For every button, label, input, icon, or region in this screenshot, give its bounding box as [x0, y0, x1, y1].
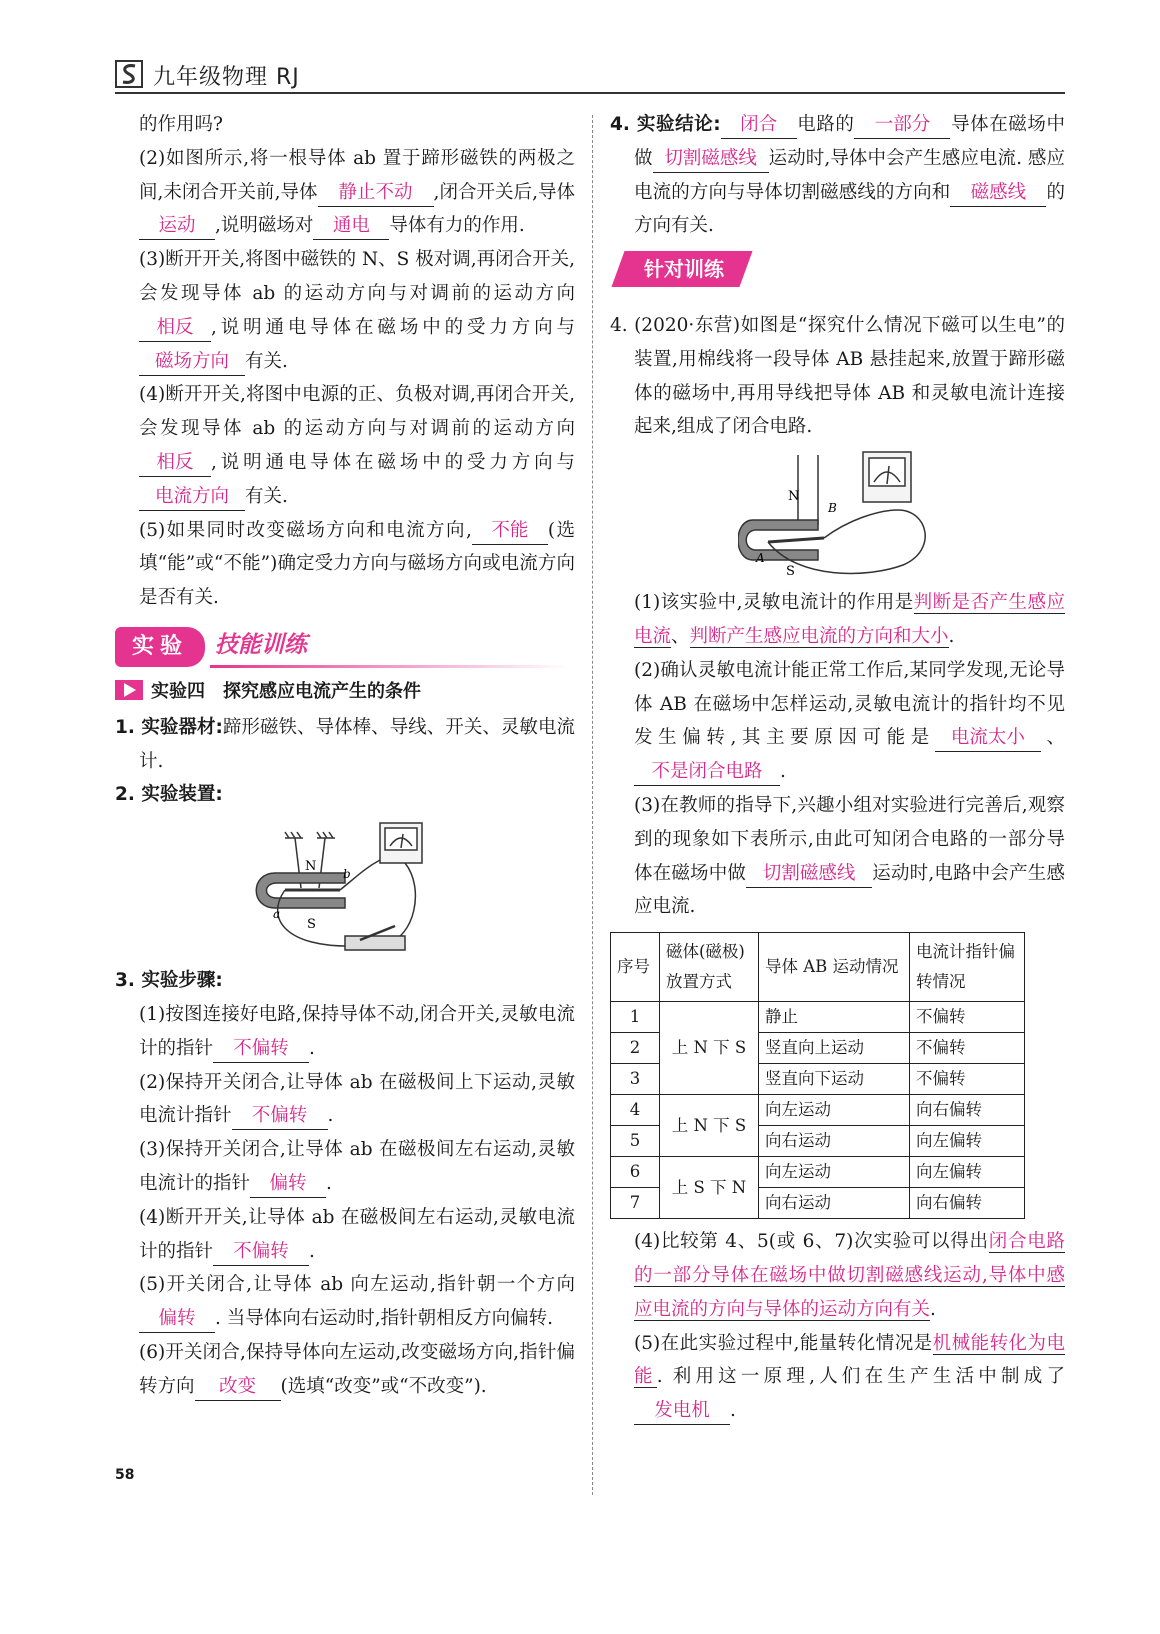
page-header [115, 58, 1065, 94]
table-row: 7 向右运动 向右偏转 [611, 1188, 1025, 1219]
column-header: 序号 [611, 933, 660, 1002]
answer-blank: 运动 [139, 213, 215, 240]
results-table [610, 932, 1025, 1219]
text-line: 的作用吗? [139, 114, 223, 135]
answer-blank: 闭合 [721, 112, 797, 139]
column-header: 导体 AB 运动情况 [759, 933, 910, 1002]
answer-blank: 偏转 [139, 1306, 215, 1333]
table-row: 2 竖直向上运动 不偏转 [611, 1033, 1025, 1064]
answer-blank: 不是闭合电路 [634, 759, 780, 786]
answer-blank: 不偏转 [213, 1239, 309, 1266]
procedure-6: (6)开关闭合,保持导体向左运动,改变磁场方向,指针偏转方向 改变 (选填“改变”或“不改变”). [115, 1336, 575, 1404]
table-row: 4 上 N 下 S 向左运动 向右偏转 [611, 1095, 1025, 1126]
answer-blank: 切割磁感线 [746, 861, 872, 888]
column-divider [592, 115, 593, 1495]
answer-blank: 不偏转 [232, 1103, 328, 1130]
procedure-3: (3)保持开关闭合,让导体 ab 在磁极间左右运动,灵敏电流计的指针 偏转 . [115, 1133, 575, 1201]
answer-blank: 磁场方向 [139, 349, 245, 376]
banner-tag: 实验 [115, 627, 205, 667]
end-label-a: a [273, 907, 281, 922]
play-icon [115, 680, 143, 700]
question-4: (4)断开开关,将图中电源的正、负极对调,再闭合开关,会发现导体 ab 的运动方向与对调前的运动方向相反 ,说明通电导体在磁场中的受力方向与电流方向 有关. [115, 378, 575, 513]
step-3: 3. 实验步骤: [115, 970, 223, 992]
procedure-5: (5)开关闭合,让导体 ab 向左运动,指针朝一个方向偏转 . 当导体向右运动时,指针朝相反方向偏转. [115, 1268, 575, 1336]
answer-blank: 判断是否产生 [913, 592, 1028, 614]
answer-blank: 改变 [195, 1374, 281, 1401]
answer-blank: 判断产生感应电流的方向和大小 [689, 625, 949, 647]
end-label-a: A [755, 551, 765, 566]
part-2: (2)确认灵敏电流计能正常工作后,某同学发现,无论导体 AB 在磁场中怎样运动,灵敏电流计的指针均不见发生偏转,其主要原因可能是 电流太小 、不是闭合电路 . [610, 654, 1065, 789]
answer-blank: 相反 [139, 450, 211, 477]
step-1: 1. 实验器材:蹄形磁铁、导体棒、导线、开关、灵敏电流计. [115, 716, 575, 772]
header-title: 九年级物理 RJ [153, 65, 300, 90]
table-row: 3 竖直向下运动 不偏转 [611, 1064, 1025, 1095]
procedure-2: (2)保持开关闭合,让导体 ab 在磁极间上下运动,灵敏电流计指针 不偏转 . [115, 1066, 575, 1134]
answer-blank: 不偏转 [213, 1036, 309, 1063]
answer-blank: 偏转 [250, 1171, 326, 1198]
column-header: 电流计指针偏转情况 [910, 933, 1025, 1002]
question-2: (2)如图所示,将一根导体 ab 置于蹄形磁铁的两极之间,未闭合开关前,导体 静止不动 ,闭合开关后,导体运动 ,说明磁场对 通电 导体有力的作用. [115, 142, 575, 243]
table-row: 1 上 N 下 S 静止 不偏转 [611, 1002, 1025, 1033]
answer-blank: 相反 [139, 315, 211, 342]
right-column [610, 108, 1065, 1428]
page-number: 58 [115, 1467, 135, 1483]
answer-blank: 发电机 [634, 1398, 730, 1425]
answer-blank: 不能 [472, 518, 548, 545]
magnet-arrangement: 上 S 下 N [660, 1157, 759, 1219]
end-label-b: b [343, 867, 351, 882]
part-3: (3)在教师的指导下,兴趣小组对实验进行完善后,观察到的现象如下表所示,由此可知闭合电路的一部分导体在磁场中做 切割磁感线 运动时,电路中会产生感应电流. [634, 794, 1065, 918]
answer-blank: 电流太小 [935, 725, 1041, 752]
problem-figure [738, 450, 938, 580]
question-5: (5)如果同时改变磁场方向和电流方向, 不能 (选填“能”或“不能”)确定受力方向与磁场方向或电流方向是否有关. [139, 519, 575, 609]
answer-blank: 机械能转化为电能 [634, 1332, 1065, 1388]
table-header-row [611, 933, 1025, 1002]
answer-blank: 切割磁感线 [653, 146, 769, 173]
section-banner [115, 625, 575, 671]
question-3: (3)断开开关,将图中磁铁的 N、S 极对调,再闭合开关,会发现导体 ab 的运动方向与对调前的运动方向相反 ,说明通电导体在磁场中的受力方向与磁场方向 有关. [115, 243, 575, 378]
part-1: (1)该实验中,灵敏电流计的作用是判断是否产生感应电流、判断产生感应电流的方向和大小. [634, 592, 1065, 647]
left-column [115, 108, 575, 1404]
part-4: (4)比较第 4、5(或 6、7)次实验可以得出闭合电路的一部分导体在磁场中做切割磁感线运动,导体中感应电流的方向与导体的运动方向有关. [634, 1231, 1065, 1320]
magnet-arrangement: 上 N 下 S [660, 1002, 759, 1095]
procedure-4: (4)断开开关,让导体 ab 在磁极间左右运动,灵敏电流计的指针 不偏转 . [115, 1201, 575, 1269]
experiment-title: 实验四 探究感应电流产生的条件 [115, 675, 575, 709]
banner-underline [210, 665, 570, 668]
table-row: 6 上 S 下 N 向左运动 向左偏转 [611, 1157, 1025, 1188]
column-header: 磁体(磁极)放置方式 [660, 933, 759, 1002]
banner-subtitle: 技能训练 [215, 631, 307, 658]
table-row: 5 向右运动 向左偏转 [611, 1126, 1025, 1157]
problem-4: 4. (2020·东营)如图是“探究什么情况下磁可以生电”的装置,用棉线将一段导体 AB 悬挂起来,放置于蹄形磁体的磁场中,再用导线把导体 AB 和灵敏电流计连接起来,组成了闭合电路. [610, 314, 1065, 438]
publisher-logo-icon [115, 60, 145, 88]
pole-label-n: N [305, 859, 317, 875]
answer-blank: 磁感线 [950, 180, 1046, 207]
answer-blank: 电流方向 [139, 484, 245, 511]
magnet-arrangement: 上 N 下 S [660, 1095, 759, 1157]
answer-blank: 通电 [313, 213, 389, 240]
conclusion: 4. 实验结论: 闭合 电路的 一部分 导体在磁场中做 切割磁感线 运动时,导体中会产生感应电流. 感应电流的方向与导体切割磁感线的方向和 磁感线 的方向有关. [610, 114, 1065, 237]
answer-blank: 感应电流 [634, 592, 1065, 647]
apparatus-figure [245, 818, 445, 958]
training-tag: 针对训练 [610, 249, 760, 289]
pole-label-n: N [787, 489, 799, 505]
pole-label-s: S [785, 564, 795, 580]
step-2: 2. 实验装置: [115, 784, 223, 806]
pole-label-s: S [307, 917, 316, 933]
part-5: (5)在此实验过程中,能量转化情况是机械能转化为电能. 利用这一原理,人们在生产生活中制成了发电机 . [610, 1327, 1065, 1428]
end-label-b: B [827, 501, 837, 516]
procedure-1: (1)按图连接好电路,保持导体不动,闭合开关,灵敏电流计的指针 不偏转 . [115, 998, 575, 1066]
answer-blank: 一部分 [854, 112, 950, 139]
answer-blank: 静止不动 [318, 180, 434, 207]
answer-blank: 闭合电路的一部分导体在磁场中做切割磁感线运动,导体中感应电流的方向与导体的运动方向有关 [634, 1231, 1065, 1320]
